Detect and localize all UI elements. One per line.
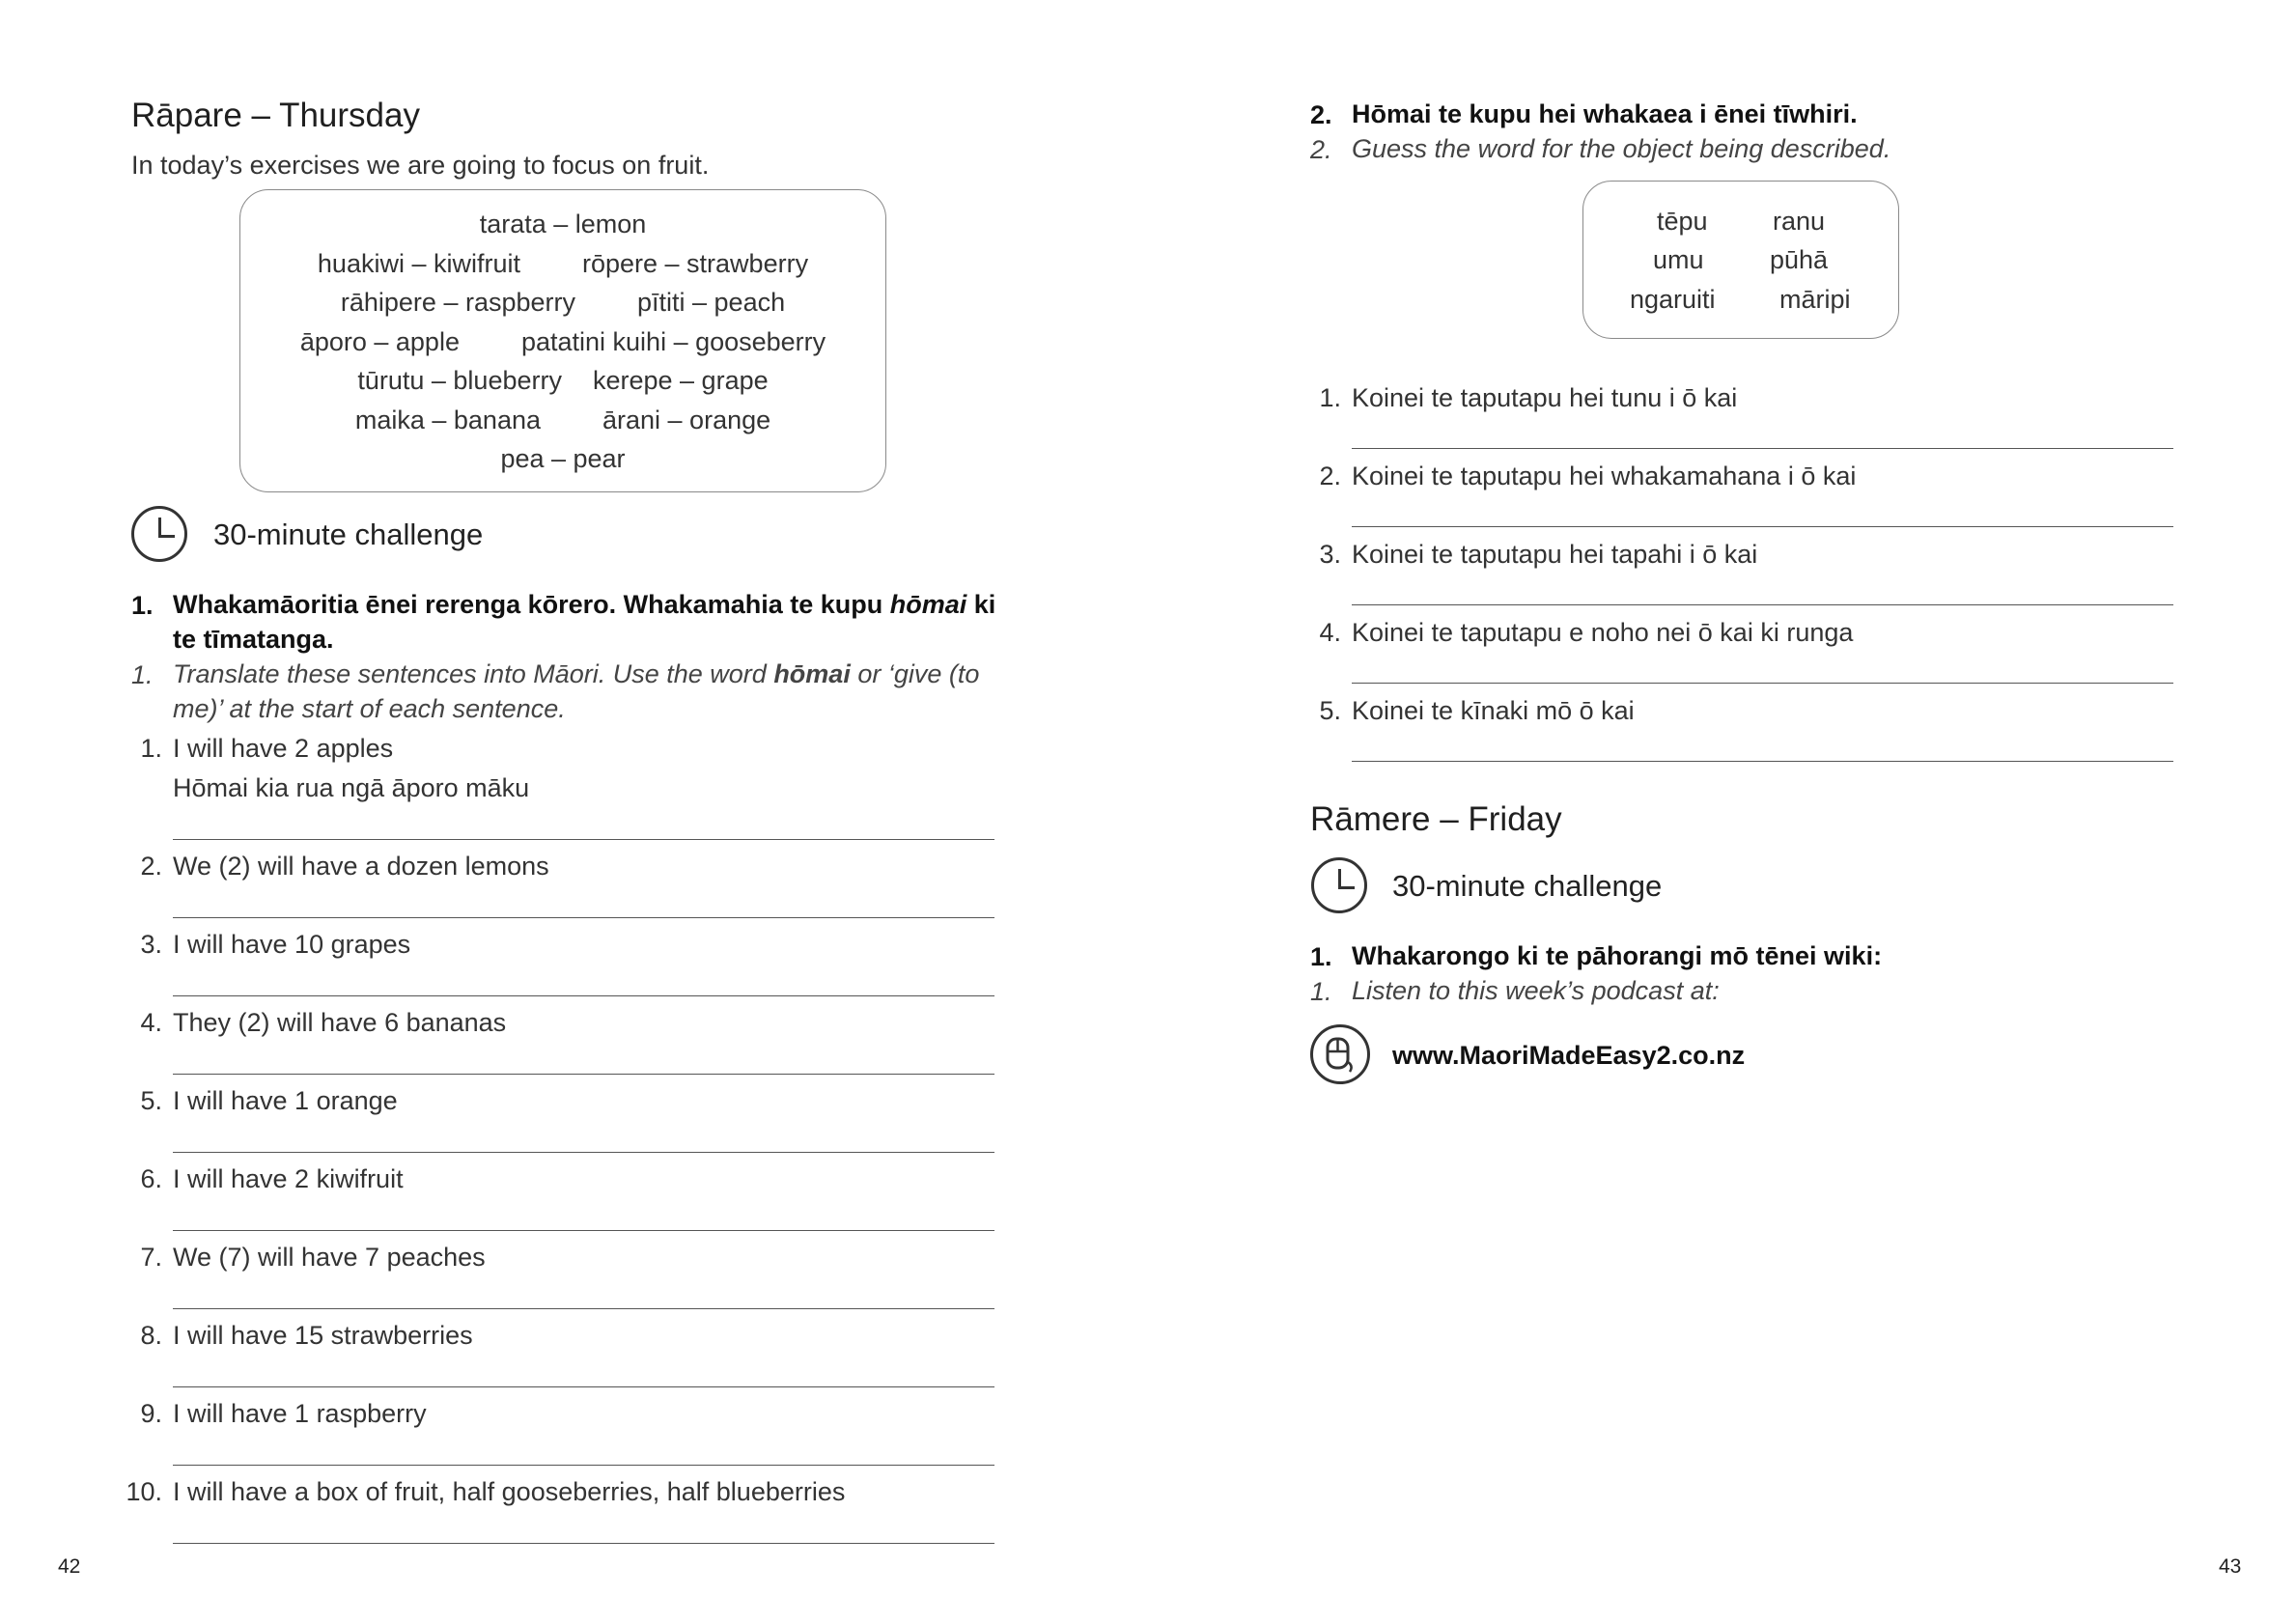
item-prompt: I will have 15 strawberries bbox=[173, 1321, 473, 1350]
podcast-link[interactable]: www.MaoriMadeEasy2.co.nz bbox=[1392, 1041, 1746, 1070]
item-prompt: Koinei te taputapu hei whakamahana i ō kai bbox=[1352, 462, 1857, 490]
question-number: 2. bbox=[1310, 100, 1332, 129]
word-bank-item: ranu bbox=[1773, 207, 1826, 236]
challenge-label: 30-minute challenge bbox=[213, 518, 484, 551]
question-maori: Hōmai te kupu hei whakaea i ēnei tīwhiri. bbox=[1352, 99, 1858, 128]
item-prompt: Koinei te taputapu hei tapahi i ō kai bbox=[1352, 540, 1758, 569]
item-number: 2. bbox=[1319, 462, 1341, 490]
word-bank-item: umu bbox=[1653, 245, 1704, 274]
fruit-vocabulary-box bbox=[239, 189, 886, 492]
question-number: 1. bbox=[1310, 942, 1332, 971]
question-english: Translate these sentences into Māori. Use the word hōmai or ‘give (to me)’ at the start of each sentence. bbox=[173, 659, 980, 723]
answer-line[interactable] bbox=[1352, 604, 2173, 605]
item-prompt: Koinei te kīnaki mō ō kai bbox=[1352, 696, 1635, 725]
item-number: 3. bbox=[140, 930, 162, 959]
vocab-row bbox=[240, 210, 885, 239]
page-number: 42 bbox=[58, 1555, 81, 1578]
vocab-row bbox=[240, 327, 885, 357]
word-bank-item: ngaruiti bbox=[1630, 285, 1716, 314]
question-maori: Whakamāoritia ēnei rerenga kōrero. Whakamahia te kupu hōmai ki te tīmatanga. bbox=[173, 590, 996, 654]
item-prompt: I will have 2 apples bbox=[173, 734, 394, 763]
item-prompt: I will have a box of fruit, half gooseberries, half blueberries bbox=[173, 1477, 846, 1506]
answer-line[interactable] bbox=[173, 1074, 994, 1075]
vocab-entry: patatini kuihi – gooseberry bbox=[520, 327, 826, 356]
answer-line[interactable] bbox=[173, 1230, 994, 1231]
vocab-row bbox=[240, 444, 885, 474]
item-prompt: I will have 1 orange bbox=[173, 1086, 398, 1115]
vocab-entry: rōpere – strawberry bbox=[581, 249, 809, 278]
right-page bbox=[1148, 0, 2296, 1623]
vocab-entry: tarata – lemon bbox=[479, 210, 647, 238]
item-number: 10. bbox=[126, 1477, 162, 1506]
vocab-row bbox=[240, 366, 885, 396]
vocab-entry: maika – banana bbox=[354, 406, 541, 434]
answer-line[interactable] bbox=[173, 1386, 994, 1387]
answer-line[interactable] bbox=[173, 1308, 994, 1309]
intro-text: In today’s exercises we are going to focus on fruit. bbox=[131, 151, 710, 180]
answer-line[interactable] bbox=[173, 917, 994, 918]
question-english: Listen to this week’s podcast at: bbox=[1352, 976, 1720, 1005]
answer-line[interactable] bbox=[173, 1152, 994, 1153]
item-prompt: I will have 1 raspberry bbox=[173, 1399, 427, 1428]
challenge-label: 30-minute challenge bbox=[1392, 869, 1663, 903]
word-bank-item: tēpu bbox=[1657, 207, 1708, 236]
item-number: 8. bbox=[140, 1321, 162, 1350]
vocab-entry: ārani – orange bbox=[602, 406, 771, 434]
answer-line[interactable] bbox=[1352, 448, 2173, 449]
item-number: 1. bbox=[140, 734, 162, 763]
item-prompt: We (7) will have 7 peaches bbox=[173, 1243, 486, 1272]
item-prompt: They (2) will have 6 bananas bbox=[173, 1008, 507, 1037]
vocab-row bbox=[240, 406, 885, 435]
item-number: 5. bbox=[140, 1086, 162, 1115]
answer-line[interactable] bbox=[1352, 683, 2173, 684]
item-prompt: Koinei te taputapu e noho nei ō kai ki runga bbox=[1352, 618, 1854, 647]
friday-heading: Rāmere – Friday bbox=[1310, 800, 1562, 838]
item-answer: Hōmai kia rua ngā āporo māku bbox=[173, 773, 530, 802]
question-english: Guess the word for the object being described. bbox=[1352, 134, 1891, 163]
thursday-heading: Rāpare – Thursday bbox=[131, 97, 420, 134]
question-number-english: 1. bbox=[131, 660, 154, 689]
vocab-entry: kerepe – grape bbox=[592, 366, 769, 395]
word-bank-item: māripi bbox=[1779, 285, 1851, 314]
word-bank-item: pūhā bbox=[1770, 245, 1829, 274]
vocab-row bbox=[240, 249, 885, 279]
item-prompt: I will have 10 grapes bbox=[173, 930, 411, 959]
item-number: 4. bbox=[1319, 618, 1341, 647]
item-number: 7. bbox=[140, 1243, 162, 1272]
mouse-icon bbox=[1310, 1024, 1370, 1084]
item-number: 1. bbox=[1319, 383, 1341, 412]
answer-line[interactable] bbox=[1352, 526, 2173, 527]
vocab-entry: pītiti – peach bbox=[637, 288, 786, 317]
question-number-english: 2. bbox=[1310, 135, 1332, 164]
question-maori: Whakarongo ki te pāhorangi mō tēnei wiki: bbox=[1352, 941, 1883, 970]
vocab-row bbox=[240, 288, 885, 318]
item-prompt: Koinei te taputapu hei tunu i ō kai bbox=[1352, 383, 1738, 412]
vocab-entry: pea – pear bbox=[500, 444, 626, 473]
item-number: 9. bbox=[140, 1399, 162, 1428]
item-prompt: I will have 2 kiwifruit bbox=[173, 1164, 404, 1193]
item-number: 6. bbox=[140, 1164, 162, 1193]
word-bank-box bbox=[1582, 181, 1899, 339]
question-number: 1. bbox=[131, 591, 154, 620]
page-number: 43 bbox=[2219, 1555, 2242, 1578]
item-number: 2. bbox=[140, 852, 162, 881]
item-number: 5. bbox=[1319, 696, 1341, 725]
question-number-english: 1. bbox=[1310, 977, 1332, 1006]
clock-icon bbox=[1311, 857, 1367, 913]
vocab-entry: huakiwi – kiwifruit bbox=[317, 249, 520, 278]
clock-icon bbox=[131, 506, 187, 562]
item-number: 3. bbox=[1319, 540, 1341, 569]
answer-line[interactable] bbox=[173, 995, 994, 996]
vocab-entry: āporo – apple bbox=[299, 327, 460, 356]
answer-line[interactable] bbox=[173, 1465, 994, 1466]
answer-line[interactable] bbox=[1352, 761, 2173, 762]
answer-line[interactable] bbox=[173, 839, 994, 840]
vocab-entry: tūrutu – blueberry bbox=[357, 366, 562, 395]
answer-line[interactable] bbox=[173, 1543, 994, 1544]
vocab-entry: rāhipere – raspberry bbox=[340, 288, 575, 317]
item-number: 4. bbox=[140, 1008, 162, 1037]
item-prompt: We (2) will have a dozen lemons bbox=[173, 852, 549, 881]
